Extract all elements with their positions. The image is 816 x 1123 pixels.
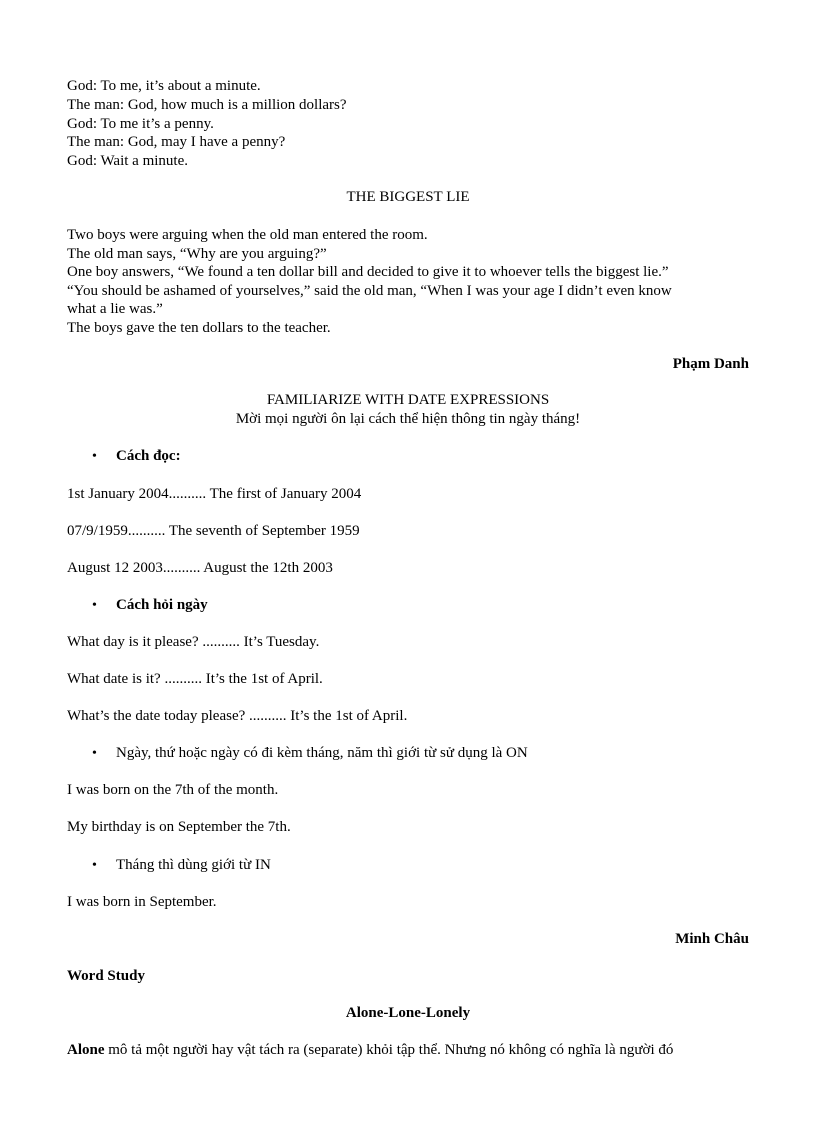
story-line: The boys gave the ten dollars to the teacher. — [67, 320, 331, 336]
example-line: 1st January 2004.......... The first of January 2004 — [67, 486, 362, 502]
bullet-icon: • — [92, 746, 97, 761]
dialogue-line: God: Wait a minute. — [67, 153, 188, 169]
example-line: I was born in September. — [67, 894, 217, 910]
subheading-asking: Cách hỏi ngày — [116, 597, 208, 613]
example-line: August 12 2003.......... August the 12th 2003 — [67, 560, 333, 576]
dialogue-line: The man: God, how much is a million dollars? — [67, 97, 347, 113]
word-study-title: Alone-Lone-Lonely — [345, 1005, 471, 1021]
paragraph-text: mô tả một người hay vật tách ra (separate) khỏi tập thể. Nhưng nó không có nghĩa là người đó — [104, 1042, 674, 1058]
story-line: what a lie was.” — [67, 301, 163, 317]
word-study-paragraph — [67, 1041, 673, 1059]
section-title-biggest-lie: THE BIGGEST LIE — [346, 189, 470, 205]
example-line: 07/9/1959.......... The seventh of September 1959 — [67, 523, 360, 539]
story-line: The old man says, “Why are you arguing?” — [67, 246, 327, 262]
dialogue-line: God: To me, it’s about a minute. — [67, 78, 261, 94]
example-line: What date is it? .......... It’s the 1st of April. — [67, 671, 323, 687]
dialogue-line: The man: God, may I have a penny? — [67, 134, 286, 150]
author-signature: Phạm Danh — [672, 356, 749, 372]
example-line: My birthday is on September the 7th. — [67, 819, 291, 835]
example-line: I was born on the 7th of the month. — [67, 782, 279, 798]
word-study-heading: Word Study — [67, 968, 145, 984]
dialogue-line: God: To me it’s a penny. — [67, 116, 214, 132]
story-line: One boy answers, “We found a ten dollar bill and decided to give it to whoever tells the biggest lie.” — [67, 264, 669, 280]
bullet-icon: • — [92, 858, 97, 873]
subheading-in: Tháng thì dùng giới từ IN — [116, 857, 271, 873]
bullet-icon: • — [92, 598, 97, 613]
term-alone: Alone — [67, 1042, 105, 1058]
section-subtitle-dates: Mời mọi người ôn lại cách thể hiện thông tin ngày tháng! — [235, 411, 581, 427]
story-line: Two boys were arguing when the old man entered the room. — [67, 227, 428, 243]
example-line: What day is it please? .......... It’s Tuesday. — [67, 634, 320, 650]
example-line: What’s the date today please? .......... It’s the 1st of April. — [67, 708, 408, 724]
subheading-on: Ngày, thứ hoặc ngày có đi kèm tháng, năm thì giới từ sử dụng là ON — [116, 745, 528, 761]
section-title-dates: FAMILIARIZE WITH DATE EXPRESSIONS — [266, 392, 550, 408]
bullet-icon: • — [92, 449, 97, 464]
author-signature: Minh Châu — [675, 931, 749, 947]
story-line: “You should be ashamed of yourselves,” said the old man, “When I was your age I didn’t even know — [67, 283, 672, 299]
subheading-reading: Cách đọc: — [116, 448, 181, 464]
